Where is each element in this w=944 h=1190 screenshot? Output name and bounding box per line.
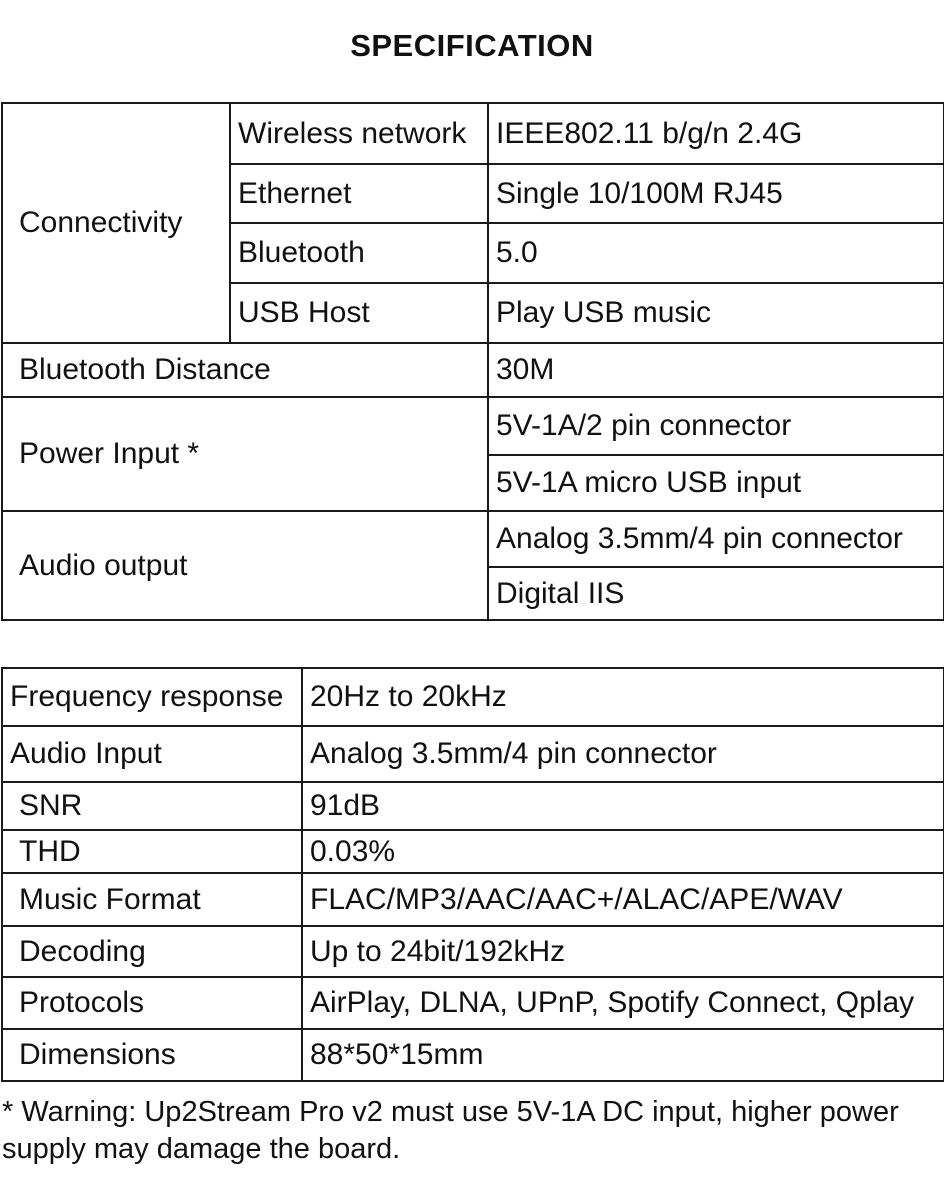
section-label-audio-output: Audio output [2, 511, 488, 620]
spec-value: 88*50*15mm [302, 1029, 944, 1081]
table-row [2, 977, 944, 1029]
spec-value: 20Hz to 20kHz [302, 668, 944, 726]
table-row [2, 782, 944, 830]
spec-value: IEEE802.11 b/g/n 2.4G [488, 103, 944, 164]
spec-value: Analog 3.5mm/4 pin connector [302, 726, 944, 782]
spec-name: Audio Input [2, 726, 302, 782]
spec-name: THD [2, 830, 302, 873]
table-row [2, 830, 944, 873]
spec-name: Protocols [2, 977, 302, 1029]
spec-value: Up to 24bit/192kHz [302, 926, 944, 977]
spec-value: AirPlay, DLNA, UPnP, Spotify Connect, Qplay [302, 977, 944, 1029]
spec-value: 5V-1A/2 pin connector [488, 397, 944, 455]
spec-value: 5V-1A micro USB input [488, 455, 944, 511]
spec-value: Analog 3.5mm/4 pin connector [488, 511, 944, 567]
spec-table-connectivity [1, 102, 944, 621]
spec-value: 0.03% [302, 830, 944, 873]
spec-name: Music Format [2, 873, 302, 926]
section-label-bluetooth-distance: Bluetooth Distance [2, 343, 488, 397]
table-row [2, 726, 944, 782]
table-row [2, 343, 944, 397]
spec-name: USB Host [230, 283, 488, 343]
spec-name: Decoding [2, 926, 302, 977]
table-row [2, 873, 944, 926]
spec-name: Ethernet [230, 164, 488, 223]
warning-note: * Warning: Up2Stream Pro v2 must use 5V-1A DC input, higher power supply may damage the board. [2, 1096, 899, 1165]
spec-value: Play USB music [488, 283, 944, 343]
spec-value: Digital IIS [488, 567, 944, 620]
spec-name: Wireless network [230, 103, 488, 164]
section-label-connectivity: Connectivity [2, 103, 230, 343]
spec-name: SNR [2, 782, 302, 830]
spec-value: Single 10/100M RJ45 [488, 164, 944, 223]
spec-value: FLAC/MP3/AAC/AAC+/ALAC/APE/WAV [302, 873, 944, 926]
section-label-power-input: Power Input * [2, 397, 488, 511]
table-row [2, 1029, 944, 1081]
spec-value: 5.0 [488, 223, 944, 283]
spec-value: 91dB [302, 782, 944, 830]
table-row [2, 668, 944, 726]
spec-name: Frequency response [2, 668, 302, 726]
table-row [2, 103, 944, 164]
spec-name: Bluetooth [230, 223, 488, 283]
page-title: SPECIFICATION [350, 28, 594, 63]
table-row [2, 511, 944, 567]
spec-name: Dimensions [2, 1029, 302, 1081]
table-row [2, 926, 944, 977]
table-row [2, 397, 944, 455]
spec-table-audio [1, 667, 944, 1082]
spec-value: 30M [488, 343, 944, 397]
